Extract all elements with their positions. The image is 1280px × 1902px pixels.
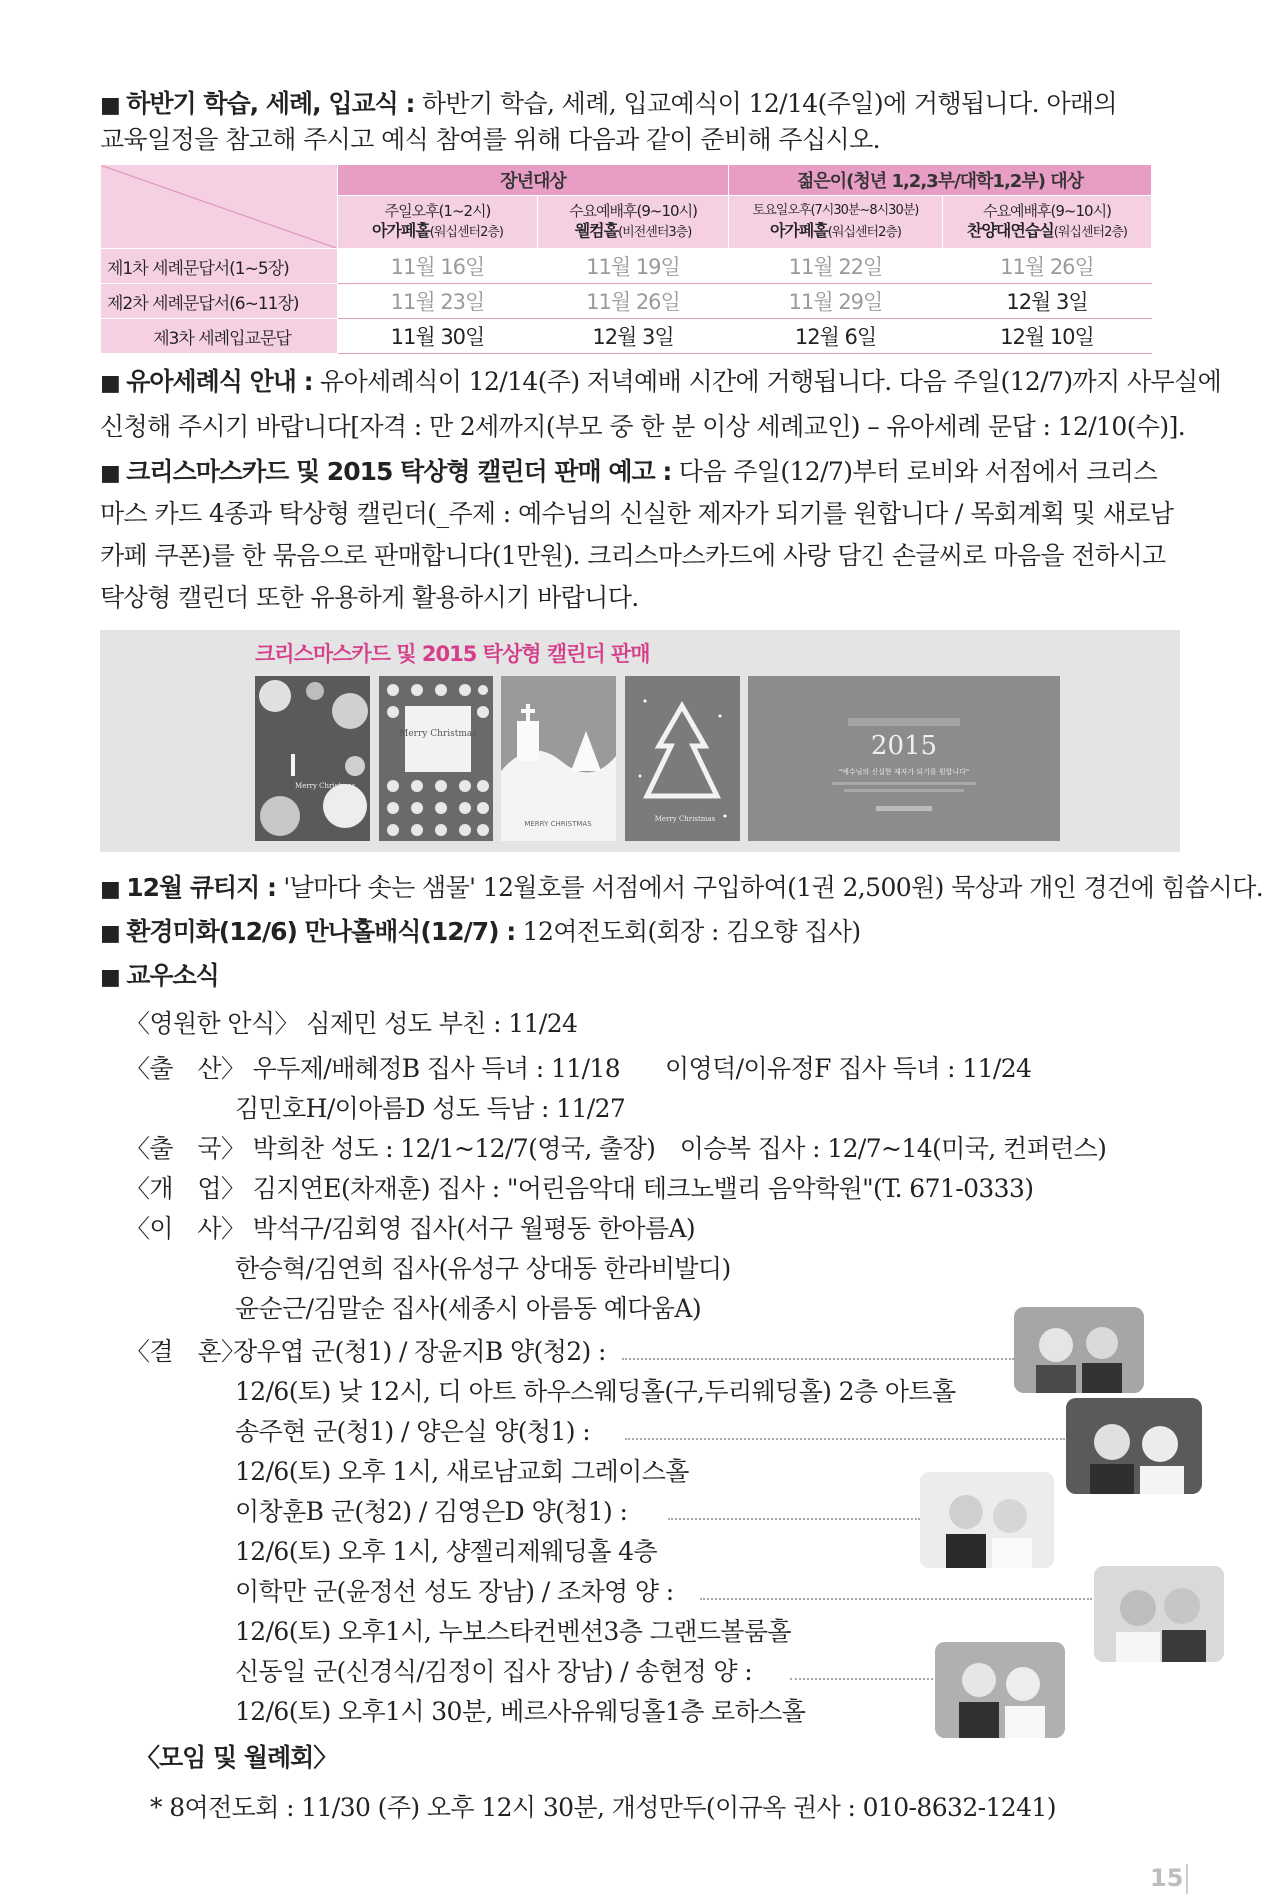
church-card-image [501,676,616,841]
wedding-line: 12/6(토) 오후1시 30분, 베르사유웨딩홀1층 로하스홀 [235,1697,806,1726]
sec2-text: 유아세례식이 12/14(주) 저녁예배 시간에 거행됩니다. 다음 주일(12/7)까지 사무실에 [320,367,1222,396]
abroad-line: 〈출 국〉 박희찬 성도 : 12/1~12/7(영국, 출장) 이승복 집사 : 12/7~14(미국, 컨퍼런스) [125,1134,1107,1163]
mourning-line: 〈영원한 안식〉 심제민 성도 부친 : 11/24 [125,1009,578,1038]
wedding-line: 12/6(토) 오후1시, 누보스타컨벤션3층 그랜드볼룸홀 [235,1617,791,1646]
table-row: 제1차 세례문답서(1~5장) 11월 16일 11월 19일 11월 22일 11월 26일 [101,249,1152,284]
opening-line: 〈개 업〉 김지연E(차재훈) 집사 : "어린음악대 테크노밸리 음악학원"(T. 671-0333) [125,1174,1034,1203]
page-number: 15 [1150,1864,1184,1892]
wedding-line: 12/6(토) 오후 1시, 새로남교회 그레이스홀 [235,1457,689,1486]
birth-line-1: 〈출 산〉 우두제/배혜정B 집사 득녀 : 11/18 이영덕/이유정F 집사 득녀 : 11/24 [125,1054,1032,1083]
col-header-1: 주일오후(1~2시) 아가페홀(워십센터2층) [338,196,538,249]
couple-photo-2 [1066,1398,1202,1494]
wedding-label: 〈결 혼〉 [125,1337,246,1366]
christmas-card-1 [255,676,370,841]
sec3-text: 다음 주일(12/7)부터 로비와 서점에서 크리스 [678,457,1158,486]
sec6-title: 교우소식 [126,961,219,990]
leader-line [622,1358,1014,1360]
svg-text:Merry Christmas: Merry Christmas [295,782,356,790]
bullet-icon: ■ [100,965,121,990]
sec1-title: 하반기 학습, 세례, 입교식 : [126,89,415,118]
christmas-card-2 [379,676,493,841]
pattern-card-image [379,676,493,841]
sec3-line1 [100,452,1180,494]
moving-line-2: 한승혁/김연희 집사(유성구 상대동 한라비발디) [235,1254,731,1283]
couple-photo-3 [920,1472,1054,1568]
tree-card-image [625,676,740,841]
sec2-line1 [100,362,1222,404]
bullet-icon: ■ [100,461,121,486]
sec7-title: 〈모임 및 월례회〉 [135,1743,338,1772]
wedding-line: 12/6(토) 오후 1시, 샹젤리제웨딩홀 4층 [235,1537,657,1566]
wedding-line: 이창훈B 군(청2) / 김영은D 양(청1) : [235,1497,628,1526]
christmas-card-4 [625,676,740,841]
sec4-title: 12월 큐티지 : [126,873,276,902]
floral-card-image [255,676,370,841]
svg-text:MERRY CHRISTMAS: MERRY CHRISTMAS [524,820,592,828]
desk-calendar [748,676,1060,841]
bullet-icon: ■ [100,921,121,946]
sec3-line2: 마스 카드 4종과 탁상형 캘린더(_주제 : 예수님의 신실한 제자가 되기를 원합니다 / 목회계획 및 새로남 [100,499,1174,528]
table-row: 제3차 세례입교문답 11월 30일 12월 3일 12월 6일 12월 10일 [101,319,1152,354]
leader-line [668,1518,920,1520]
bullet-icon: ■ [100,371,121,396]
banner-title: 크리스마스카드 및 2015 탁상형 캘린더 판매 [255,642,650,666]
bullet-icon: ■ [100,93,121,118]
moving-line-1: 〈이 사〉 박석구/김회영 집사(서구 월평동 한아름A) [125,1214,696,1243]
wedding-line: 신동일 군(신경식/김정이 집사 장남) / 송현정 양 : [235,1657,753,1686]
sec7-item: * 8여전도회 : 11/30 (주) 오후 12시 30분, 개성만두(이규옥 권사 : 010-8632-1241) [150,1793,1056,1822]
christmas-card-3 [501,676,616,841]
table-row: 제2차 세례문답서(6~11장) 11월 23일 11월 26일 11월 29일 12월 3일 [101,284,1152,319]
bullet-icon: ■ [100,877,121,902]
wedding-line: 송주현 군(청1) / 양은실 양(청1) : [235,1417,591,1446]
svg-text:"예수님의 신실한 제자가 되기를 원합니다": "예수님의 신실한 제자가 되기를 원합니다" [838,768,970,776]
sec3-line4: 탁상형 캘린더 또한 유용하게 활용하시기 바랍니다. [100,583,639,612]
wedding-line: 이학만 군(윤정선 성도 장남) / 조차영 양 : [235,1577,674,1606]
birth-line-2: 김민호H/이아름D 성도 득남 : 11/27 [235,1094,626,1123]
group-youth: 젊은이(청년 1,2,3부/대학1,2부) 대상 [729,165,1152,196]
sec1-text: 하반기 학습, 세례, 입교예식이 12/14(주일)에 거행됩니다. 아래의 [421,89,1117,118]
table-corner [101,165,338,249]
sec5-line [100,912,1180,954]
schedule-table [100,164,1152,354]
group-adult: 장년대상 [338,165,729,196]
couple-photo-5 [935,1642,1065,1738]
sec3-line3: 카페 쿠폰)를 한 묶음으로 판매합니다(1만원). 크리스마스카드에 사랑 담긴 손글씨로 마음을 전하시고 [100,541,1166,570]
leader-line [625,1438,1065,1440]
sec5-title: 환경미화(12/6) 만나홀배식(12/7) : [126,917,516,946]
product-banner [100,630,1180,852]
leader-line [700,1598,1092,1600]
leader-line [790,1678,933,1680]
col-header-4: 수요예배후(9~10시) 찬양대연습실(워십센터2층) [943,196,1152,249]
sec6-heading [100,956,1180,998]
svg-text:Merry Christmas: Merry Christmas [399,729,477,739]
wedding-line: 12/6(토) 낮 12시, 디 아트 하우스웨딩홀(구,두리웨딩홀) 2층 아트홀 [235,1377,956,1406]
moving-line-3: 윤순근/김말순 집사(세종시 아름동 예다움A) [235,1294,701,1323]
svg-text:2015: 2015 [870,731,938,761]
calendar-image [748,676,1060,841]
couple-photo-1 [1014,1307,1144,1393]
col-header-2: 수요예배후(9~10시) 웰컴홀(비전센터3층) [538,196,729,249]
sec4-text: '날마다 솟는 샘물' 12월호를 서점에서 구입하여(1권 2,500원) 묵상과 개인 경건에 힘씁시다. [283,873,1264,902]
sec2-title: 유아세례식 안내 : [126,367,313,396]
col-header-3: 토요일오후(7시30분~8시30분) 아가페홀(워십센터2층) [729,196,943,249]
sec4-line [100,868,1264,910]
sec3-title: 크리스마스카드 및 2015 탁상형 캘린더 판매 예고 : [126,457,672,486]
wedding-line: 장우엽 군(청1) / 장윤지B 양(청2) : [233,1337,606,1366]
sec2-line2: 신청해 주시기 바랍니다[자격 : 만 2세까지(부모 중 한 분 이상 세례교인) – 유아세례 문답 : 12/10(수)]. [100,412,1186,441]
page-number-divider [1186,1864,1188,1894]
couple-photo-4 [1094,1566,1224,1662]
sec1-line2: 교육일정을 참고해 주시고 예식 참여를 위해 다음과 같이 준비해 주십시오. [100,125,880,154]
sec5-text: 12여전도회(회장 : 김오향 집사) [522,917,861,946]
svg-text:Merry Christmas: Merry Christmas [654,815,716,823]
